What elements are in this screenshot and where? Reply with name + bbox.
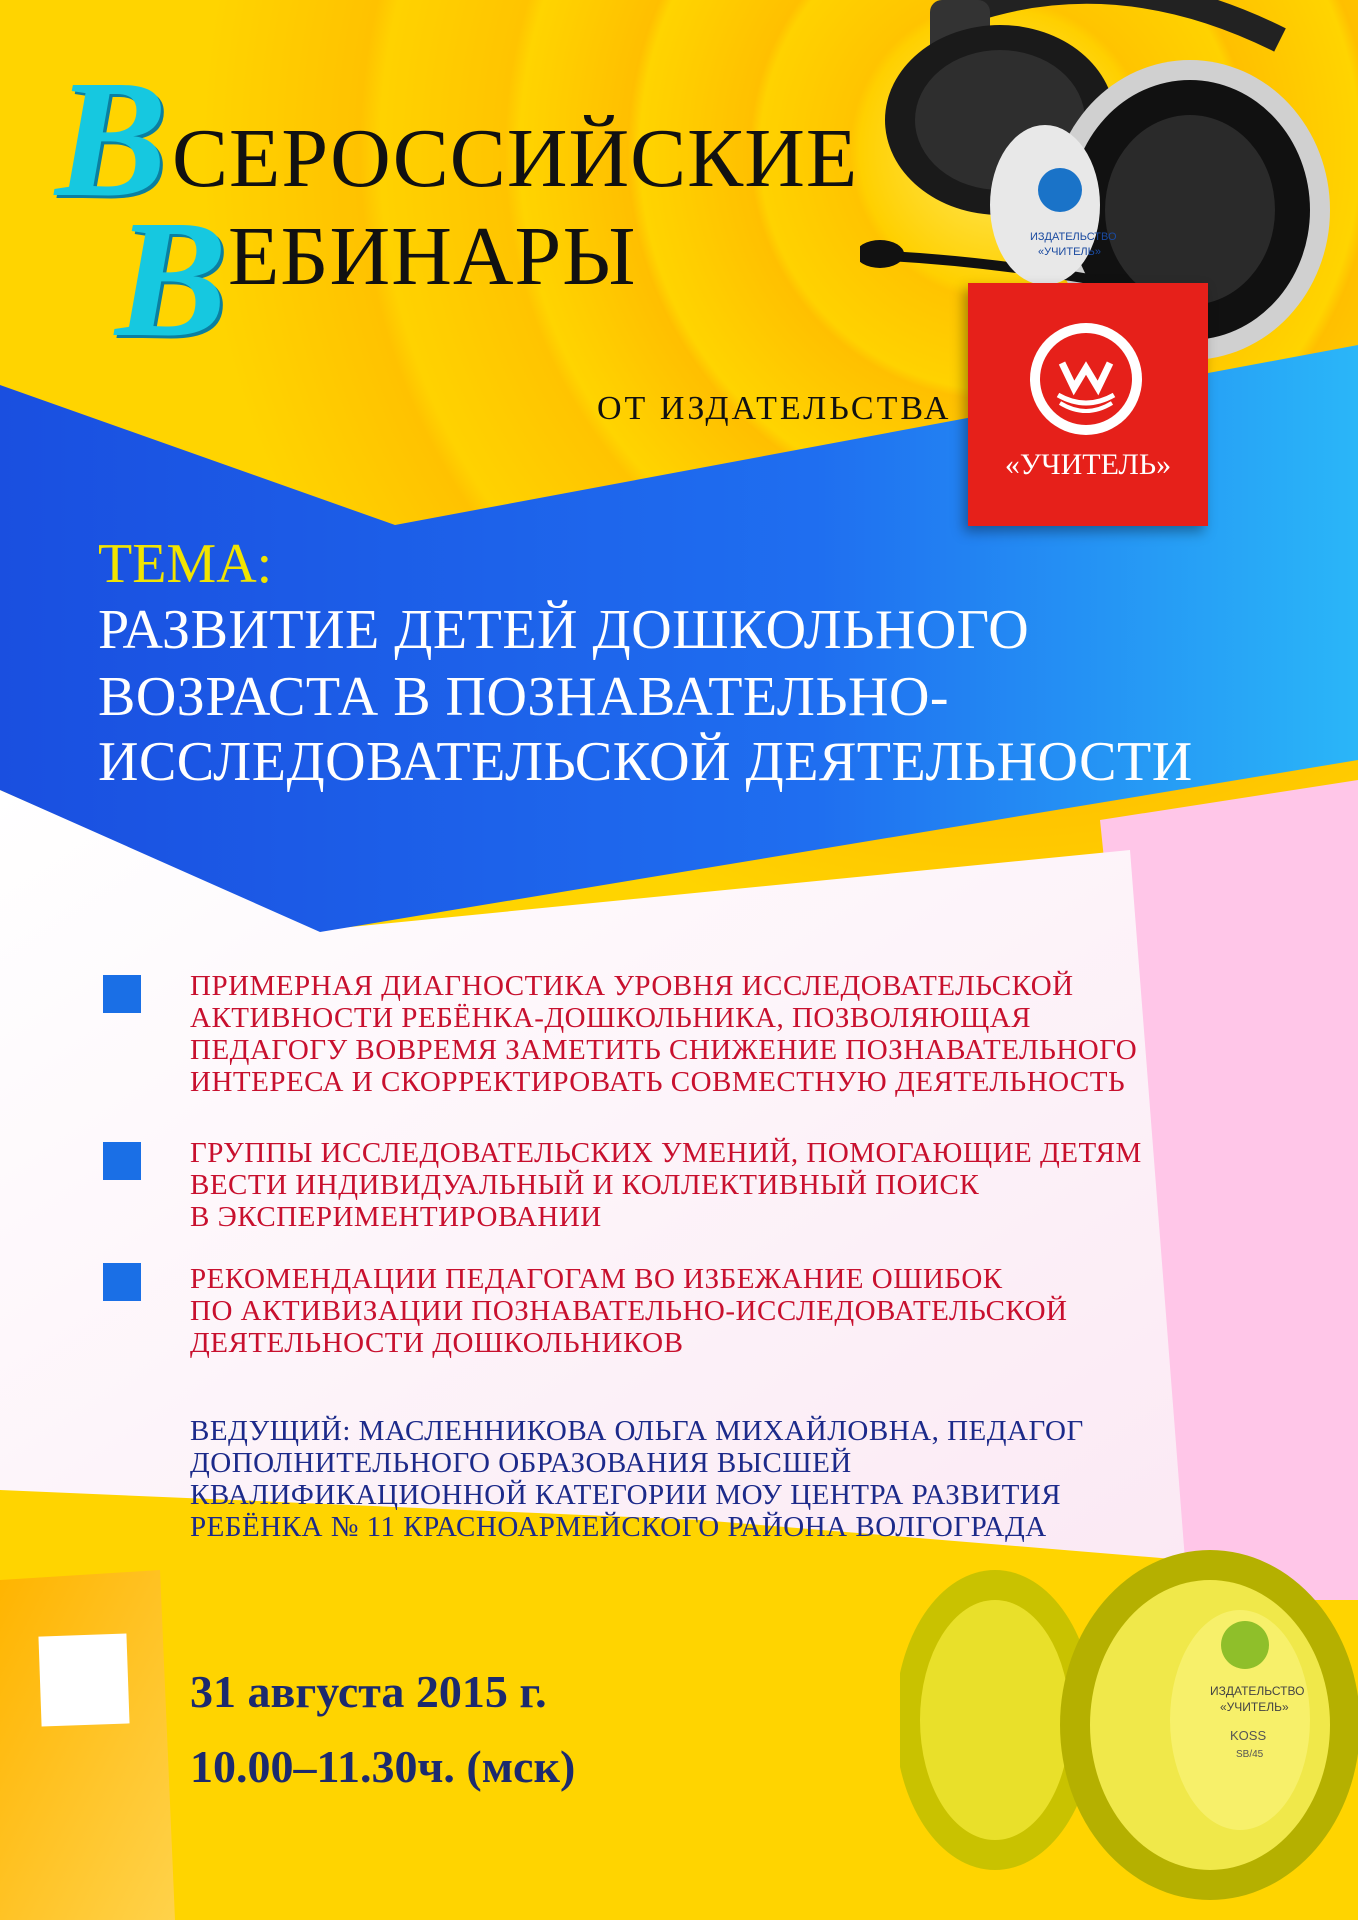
host-line-1: ВЕДУЩИЙ: МАСЛЕННИКОВА ОЛЬГА МИХАЙЛОВНА, ПЕДАГОГ (190, 1415, 1084, 1447)
event-date: 31 августа 2015 г. (190, 1666, 547, 1717)
point-2 (190, 1137, 1142, 1233)
publisher-name: «УЧИТЕЛЬ» (1004, 448, 1172, 481)
headphones-bottom-image (900, 1545, 1358, 1920)
topic-line-2: ВОЗРАСТА В ПОЗНАВАТЕЛЬНО- (98, 666, 950, 728)
host-line-4: РЕБЁНКА № 11 КРАСНОАРМЕЙСКОГО РАЙОНА ВОЛГОГРАДА (190, 1511, 1047, 1543)
publisher-logo (968, 283, 1208, 526)
point-3 (190, 1263, 1067, 1359)
title-initial-2: В (115, 186, 228, 372)
event-time: 10.00–11.30ч. (мск) (190, 1741, 576, 1792)
point-1-line-3: ПЕДАГОГУ ВОВРЕМЯ ЗАМЕТИТЬ СНИЖЕНИЕ ПОЗНАВАТЕЛЬНОГО (190, 1034, 1138, 1066)
title-word-2: ЕБИНАРЫ (228, 210, 637, 303)
point-3-line-2: ПО АКТИВИЗАЦИИ ПОЗНАВАТЕЛЬНО-ИССЛЕДОВАТЕЛЬСКОЙ (190, 1295, 1068, 1327)
point-3-line-1: РЕКОМЕНДАЦИИ ПЕДАГОГАМ ВО ИЗБЕЖАНИЕ ОШИБОК (190, 1263, 1003, 1295)
headset-bottom-brand: KOSS (1230, 1728, 1267, 1743)
point-1-line-2: АКТИВНОСТИ РЕБЁНКА-ДОШКОЛЬНИКА, ПОЗВОЛЯЮЩАЯ (190, 1002, 1032, 1034)
point-1 (190, 970, 1137, 1098)
bullet-square-icon (103, 975, 141, 1013)
headset-bottom-label-2: «УЧИТЕЛЬ» (1220, 1700, 1289, 1714)
point-1-line-4: ИНТЕРЕСА И СКОРРЕКТИРОВАТЬ СОВМЕСТНУЮ ДЕЯТЕЛЬНОСТЬ (190, 1066, 1126, 1098)
point-2-line-2: ВЕСТИ ИНДИВИДУАЛЬНЫЙ И КОЛЛЕКТИВНЫЙ ПОИСК (190, 1169, 980, 1201)
point-1-line-1: ПРИМЕРНАЯ ДИАГНОСТИКА УРОВНЯ ИССЛЕДОВАТЕЛЬСКОЙ (190, 970, 1074, 1002)
bullet-square-icon (103, 1142, 141, 1180)
logo-emblem-icon (1030, 323, 1142, 435)
topic-line-3: ИССЛЕДОВАТЕЛЬСКОЙ ДЕЯТЕЛЬНОСТИ (98, 731, 1193, 793)
host-info (190, 1415, 1084, 1543)
host-line-3: КВАЛИФИКАЦИОННОЙ КАТЕГОРИИ МОУ ЦЕНТРА РАЗВИТИЯ (190, 1479, 1062, 1511)
topic-label: ТЕМА: (98, 533, 273, 595)
publisher-prefix: ОТ ИЗДАТЕЛЬСТВА (597, 390, 952, 427)
title-initial-1: В (55, 46, 168, 232)
decorative-square (38, 1633, 129, 1726)
title-word-1: СЕРОССИЙСКИЕ (172, 112, 859, 205)
topic-line-1: РАЗВИТИЕ ДЕТЕЙ ДОШКОЛЬНОГО (98, 599, 1030, 661)
point-3-line-3: ДЕЯТЕЛЬНОСТИ ДОШКОЛЬНИКОВ (190, 1327, 684, 1359)
bullet-square-icon (103, 1263, 141, 1301)
point-2-line-1: ГРУППЫ ИССЛЕДОВАТЕЛЬСКИХ УМЕНИЙ, ПОМОГАЮЩИЕ ДЕТЯМ (190, 1137, 1142, 1169)
orange-corner (0, 1570, 175, 1920)
headset-top-label-2: «УЧИТЕЛЬ» (1038, 246, 1101, 258)
headset-bottom-label-1: ИЗДАТЕЛЬСТВО (1210, 1684, 1305, 1698)
headset-bottom-model: SB/45 (1236, 1749, 1264, 1760)
host-line-2: ДОПОЛНИТЕЛЬНОГО ОБРАЗОВАНИЯ ВЫСШЕЙ (190, 1447, 852, 1479)
headset-top-label-1: ИЗДАТЕЛЬСТВО (1030, 231, 1117, 243)
point-2-line-3: В ЭКСПЕРИМЕНТИРОВАНИИ (190, 1201, 602, 1233)
